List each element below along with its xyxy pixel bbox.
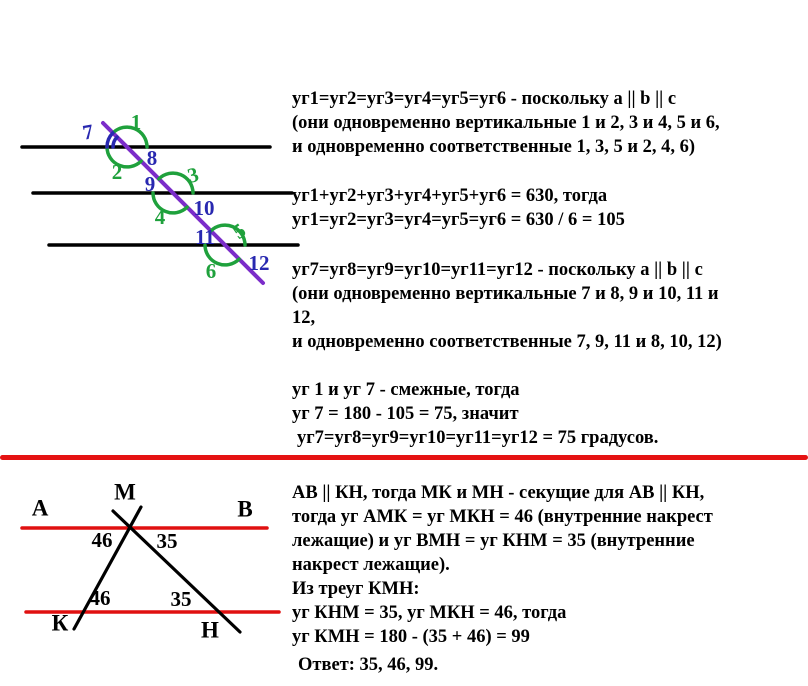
angle-label-9: 9: [144, 172, 156, 196]
text-line: уг1=уг2=уг3=уг4=уг5=уг6 - поскольку a || b || c: [292, 89, 677, 109]
angle-label-4: 4: [154, 205, 166, 229]
angle-label-1: 1: [130, 110, 142, 134]
text-line: 12,: [292, 308, 316, 328]
angle-label-11: 11: [195, 225, 215, 249]
text-line: лежащие) и уг ВМН = уг КНМ = 35 (внутренние: [292, 531, 695, 551]
text-line: (они одновременно вертикальные 7 и 8, 9 и 10, 11 и: [292, 284, 719, 304]
text-line: и одновременно соответственные 7, 9, 11 и 8, 10, 12): [292, 332, 722, 352]
text-line: уг7=уг8=уг9=уг10=уг11=уг12 - поскольку a || b || c: [292, 260, 703, 280]
point-label-A: А: [31, 495, 49, 521]
text-line: АВ || КН, тогда МК и МН - секущие для АВ || КН,: [292, 483, 705, 503]
text-line: уг 1 и уг 7 - смежные, тогда: [292, 380, 520, 400]
angle-value-KHM: 35: [170, 587, 192, 611]
text-line: уг 7 = 180 - 105 = 75, значит: [292, 404, 519, 424]
angle-label-12: 12: [248, 251, 270, 275]
solution1-block4: [292, 378, 808, 450]
point-label-H: Н: [201, 617, 219, 643]
point-label-K: К: [51, 610, 69, 636]
angle-label-3: 3: [184, 162, 202, 188]
angle-label-10: 10: [193, 196, 215, 220]
point-label-B: В: [237, 496, 253, 522]
text-line: Ответ: 35, 46, 99.: [298, 655, 439, 675]
angle-value-BMH: 35: [156, 529, 178, 553]
text-line: уг1=уг2=уг3=уг4=уг5=уг6 = 630 / 6 = 105: [292, 210, 625, 230]
text-line: (они одновременно вертикальные 1 и 2, 3 и 4, 5 и 6,: [292, 113, 720, 133]
angle-label-7: 7: [80, 119, 96, 145]
angle-label-8: 8: [146, 146, 158, 170]
text-line: уг КМН = 180 - (35 + 46) = 99: [292, 627, 530, 647]
text-line: уг КНМ = 35, уг МКН = 46, тогда: [292, 603, 567, 623]
angle-label-6: 6: [205, 259, 217, 283]
text-line: уг1+уг2+уг3+уг4+уг5+уг6 = 630, тогда: [292, 186, 608, 206]
solution1-block2: [292, 184, 808, 232]
solution1-block3: [292, 258, 808, 354]
text-line: накрест лежащие).: [292, 555, 450, 575]
triangle-diagram: [0, 460, 320, 686]
solution1-block1: [292, 87, 808, 159]
text-line: уг7=уг8=уг9=уг10=уг11=уг12 = 75 градусов.: [297, 428, 659, 448]
text-line: тогда уг АМК = уг МКН = 46 (внутренние накрест: [292, 507, 713, 527]
angle-label-2: 2: [111, 160, 123, 184]
point-label-M: М: [114, 479, 136, 505]
angle-label-5: 5: [227, 218, 251, 244]
text-line: Из треуг КМН:: [292, 579, 420, 599]
angle-value-AMK: 46: [91, 528, 113, 552]
answer-line: [292, 653, 808, 677]
text-line: и одновременно соответственные 1, 3, 5 и 2, 4, 6): [292, 137, 696, 157]
solution2-block: [292, 481, 808, 649]
angle-value-MKH: 46: [89, 586, 111, 610]
parallel-lines-diagram: [0, 80, 320, 310]
